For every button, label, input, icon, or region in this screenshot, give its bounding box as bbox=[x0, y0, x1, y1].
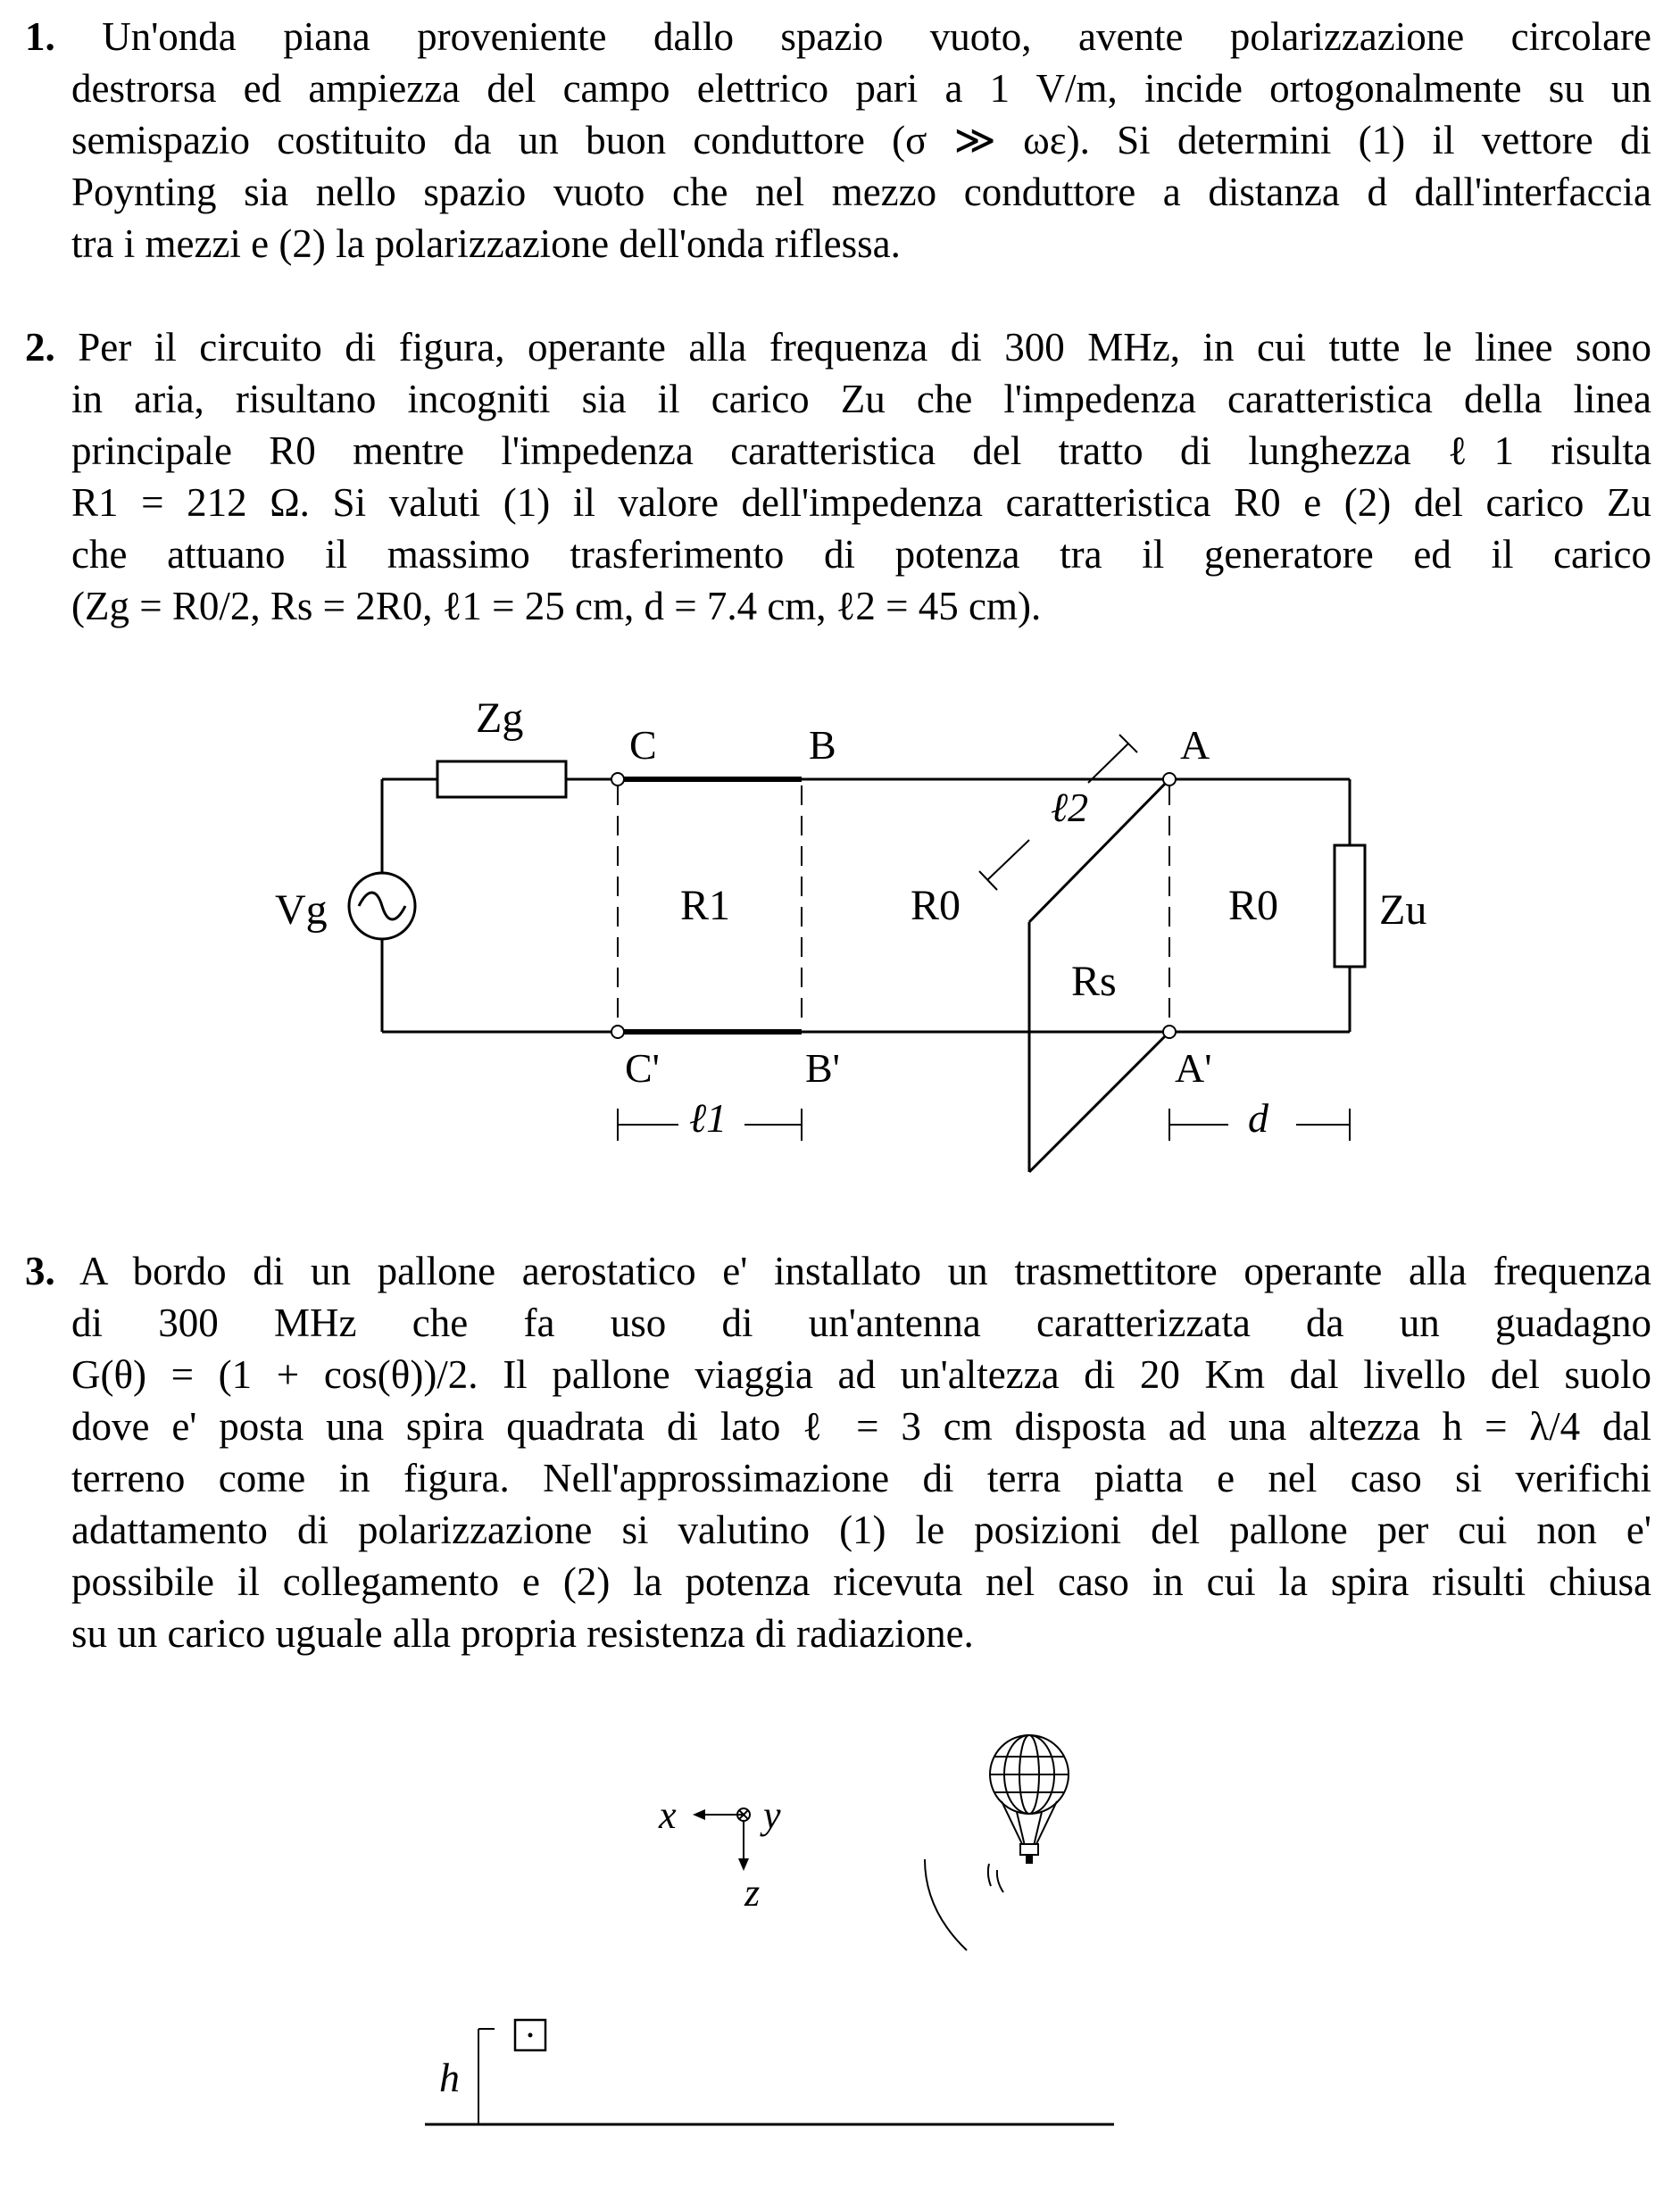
axis-x-label: x bbox=[659, 1793, 677, 1837]
label-l1: ℓ1 bbox=[689, 1095, 728, 1141]
problem-line: in aria, risultano incogniti sia il carico Zu che l'impedenza caratteristica della linea bbox=[71, 377, 1651, 421]
problem-line: di 300 MHz che fa uso di un'antenna caratterizzata da un guadagno bbox=[71, 1301, 1651, 1345]
problem-line: terreno come in figura. Nell'approssimazione di terra piatta e nel caso si verifichi bbox=[71, 1456, 1651, 1500]
problem-line: A bordo di un pallone aerostatico e' installato un trasmettitore operante alla frequenza bbox=[79, 1249, 1651, 1293]
height-label: h bbox=[439, 2055, 460, 2100]
label-a: A bbox=[1180, 722, 1210, 768]
label-rs: Rs bbox=[1071, 958, 1117, 1005]
problem-line: Per il circuito di figura, operante alla frequenza di 300 MHz, in cui tutte le linee sono bbox=[78, 325, 1651, 370]
problem-line: Un'onda piana proveniente dallo spazio vuoto, avente polarizzazione circolare bbox=[102, 14, 1652, 59]
label-l2: ℓ2 bbox=[1051, 785, 1089, 830]
problem-line: Poynting sia nello spazio vuoto che nel mezzo conduttore a distanza d dall'interfaccia bbox=[71, 170, 1651, 214]
problem-line: possibile il collegamento e (2) la potenza ricevuta nel caso in cui la spira risulti chiusa bbox=[71, 1559, 1651, 1604]
problem-line: R1 = 212 Ω. Si valuti (1) il valore dell'impedenza caratteristica R0 e (2) del carico Zu bbox=[71, 480, 1651, 525]
problem-line: semispazio costituito da un buon conduttore (σ ≫ ωε). Si determini (1) il vettore di bbox=[71, 118, 1651, 162]
problem-line: destrorsa ed ampiezza del campo elettrico pari a 1 V/m, incide ortogonalmente su un bbox=[71, 66, 1651, 111]
problem-line: principale R0 mentre l'impedenza caratteristica del tratto di lunghezza ℓ1 risulta bbox=[71, 428, 1651, 473]
label-b: B bbox=[809, 722, 836, 768]
label-zu: Zu bbox=[1379, 886, 1427, 934]
problem-line: (Zg = R0/2, Rs = 2R0, ℓ1 = 25 cm, d = 7.4 cm, ℓ2 = 45 cm). bbox=[71, 584, 1042, 628]
problem-line: che attuano il massimo trasferimento di potenza tra il generatore ed il carico bbox=[71, 532, 1651, 577]
problem-line: G(θ) = (1 + cos(θ))/2. Il pallone viaggia ad un'altezza di 20 Km dal livello del suolo bbox=[71, 1352, 1651, 1397]
label-c-prime: C' bbox=[625, 1045, 660, 1091]
label-d: d bbox=[1248, 1095, 1268, 1141]
problem-line: su un carico uguale alla propria resistenza di radiazione. bbox=[71, 1611, 974, 1656]
label-r0-right: R0 bbox=[1228, 882, 1279, 929]
problem-line: dove e' posta una spira quadrata di lato ℓ = 3 cm disposta ad una altezza h = λ/4 dal bbox=[71, 1404, 1651, 1449]
label-r1: R1 bbox=[680, 882, 731, 929]
axis-z-label: z bbox=[744, 1871, 761, 1915]
problem-line: tra i mezzi e (2) la polarizzazione dell'onda riflessa. bbox=[71, 221, 901, 266]
balloon-icon bbox=[990, 1735, 1069, 1855]
label-a-prime: A' bbox=[1175, 1045, 1212, 1091]
label-vg: Vg bbox=[275, 886, 328, 934]
problem-number: 2. bbox=[25, 325, 55, 370]
problem-number: 1. bbox=[25, 14, 55, 59]
radiation-waves bbox=[925, 1859, 1003, 1950]
label-r0-mid: R0 bbox=[911, 882, 961, 929]
axis-y-label: y bbox=[763, 1793, 781, 1837]
label-b-prime: B' bbox=[805, 1045, 840, 1091]
label-zg: Zg bbox=[476, 694, 524, 742]
label-c: C bbox=[629, 722, 657, 768]
problem-number: 3. bbox=[25, 1249, 55, 1293]
problem-line: adattamento di polarizzazione si valutino (1) le posizioni del pallone per cui non e' bbox=[71, 1508, 1651, 1552]
